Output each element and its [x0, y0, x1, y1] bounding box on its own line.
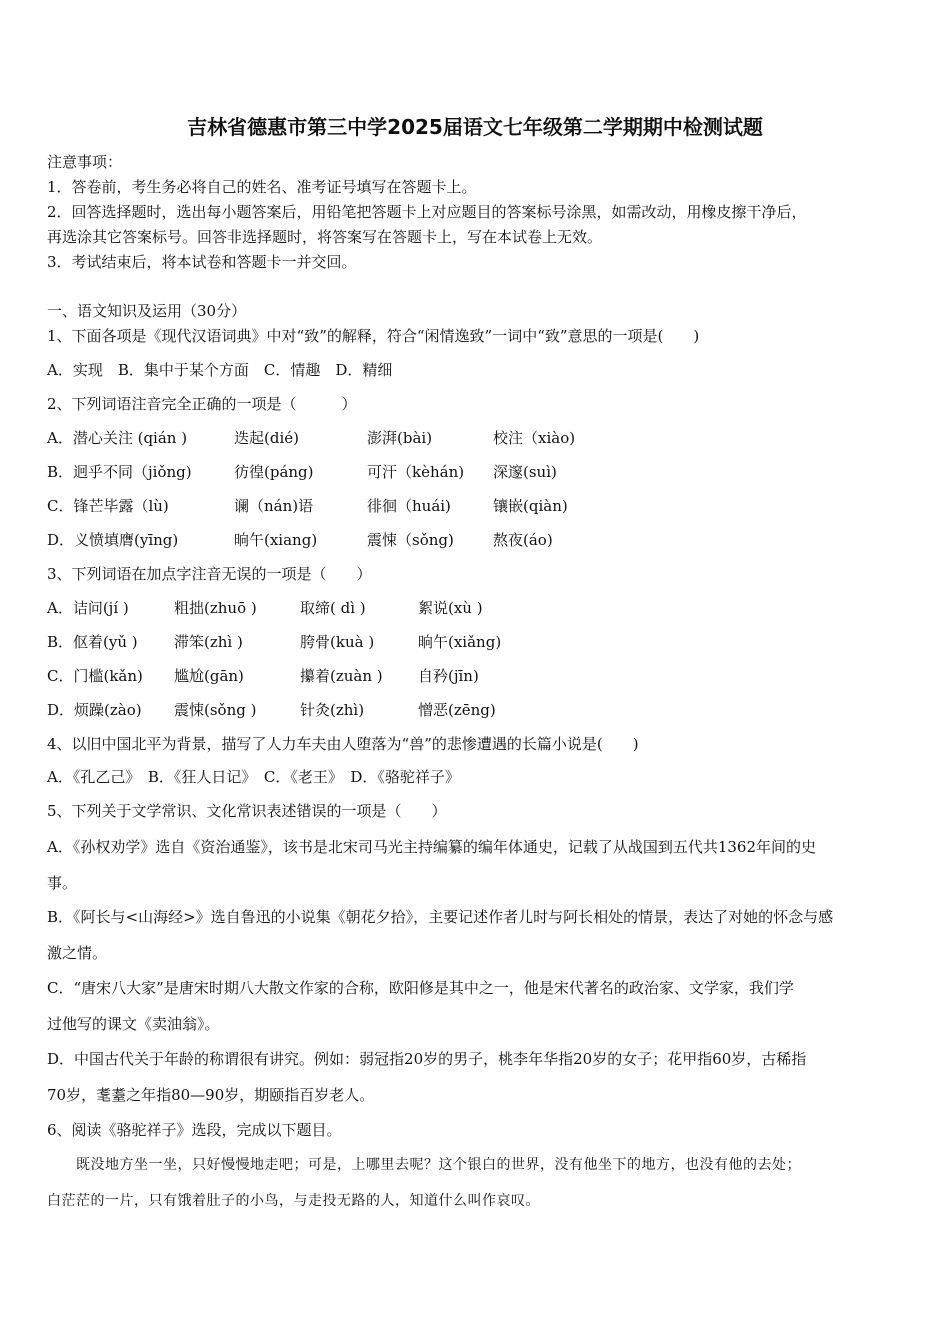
q1-options: A．实现 B．集中于某个方面 C．情趣 D．精细	[47, 361, 393, 379]
q3-b-3: 胯骨(kuà )	[300, 633, 375, 651]
q3-stem: 3、下列词语在加点字注音无误的一项是（ ）	[47, 565, 372, 583]
page-title: 吉林省德惠市第三中学2025届语文七年级第二学期期中检测试题	[187, 115, 763, 139]
q6-passage-line-2: 白茫茫的一片，只有饿着肚子的小鸟，与走投无路的人，知道什么叫作哀叹。	[47, 1193, 540, 1209]
q3-d-1: D．烦躁(zào)	[47, 701, 142, 719]
q2-a-2: 迭起(dié)	[234, 429, 299, 447]
q3-d-4: 憎恶(zēng)	[418, 701, 496, 719]
q2-b-3: 可汗（kèhán)	[367, 463, 465, 481]
q3-a-1: A．诘问(jí )	[47, 599, 129, 617]
notice-item-1: 1．答卷前，考生务必将自己的姓名、准考证号填写在答题卡上。	[47, 178, 477, 196]
q5-option-d-cont: 70岁，耄耋之年指80—90岁，期颐指百岁老人。	[47, 1086, 375, 1104]
q3-d-2: 震悚(sǒng )	[174, 701, 257, 719]
q1-stem: 1、下面各项是《现代汉语词典》中对“致”的解释，符合“闲情逸致”一词中“致”意思的一项是( )	[47, 327, 700, 345]
q2-d-3: 震悚（sǒng)	[367, 531, 454, 549]
q3-b-1: B．伛着(yǔ )	[47, 633, 138, 651]
q2-c-4: 镶嵌(qiàn)	[493, 497, 568, 515]
notice-item-3: 3．考试结束后，将本试卷和答题卡一并交回。	[47, 253, 357, 271]
q3-b-4: 晌午(xiǎng)	[418, 633, 502, 651]
q2-d-4: 熬夜(áo)	[493, 531, 553, 549]
q2-stem: 2、下列词语注音完全正确的一项是（ ）	[47, 395, 357, 413]
q5-option-c: C．“唐宋八大家”是唐宋时期八大散文作家的合称，欧阳修是其中之一，他是宋代著名的政治家、文学家，我们学	[47, 979, 794, 997]
q5-option-d: D．中国古代关于年龄的称谓很有讲究。例如：弱冠指20岁的男子，桃李年华指20岁的女子；花甲指60岁，古稀指	[47, 1050, 807, 1068]
q2-c-3: 徘徊（huái)	[367, 497, 451, 515]
q5-stem: 5、下列关于文学常识、文化常识表述错误的一项是（ ）	[47, 802, 447, 820]
q3-a-3: 取缔( dì )	[300, 599, 366, 617]
q6-passage-line-1: 既没地方坐一坐，只好慢慢地走吧；可是，上哪里去呢？这个银白的世界，没有他坐下的地方，也没有他的去处；	[47, 1157, 801, 1173]
q2-b-4: 深邃(suì)	[493, 463, 557, 481]
q5-option-a: A．《孙权劝学》选自《资治通鉴》，该书是北宋司马光主持编纂的编年体通史，记载了从战国到五代共1362年间的史	[47, 838, 817, 856]
q2-c-2: 谰（nán)语	[234, 497, 314, 515]
q4-stem: 4、以旧中国北平为背景，描写了人力车夫由人堕落为“兽”的悲惨遭遇的长篇小说是( )	[47, 735, 639, 753]
notice-heading: 注意事项：	[47, 153, 123, 171]
q2-d-1: D．义愤填膺(yīng)	[47, 531, 179, 549]
notice-item-2-cont: 再选涂其它答案标号。回答非选择题时，将答案写在答题卡上，写在本试卷上无效。	[47, 228, 603, 246]
q2-b-1: B．迥乎不同（jiǒng)	[47, 463, 192, 481]
q3-a-4: 絮说(xù )	[418, 599, 483, 617]
section-heading: 一、语文知识及运用（30分）	[47, 302, 247, 320]
q5-option-b: B．《阿长与<山海经>》选自鲁迅的小说集《朝花夕拾》，主要记述作者儿时与阿长相处的情景，表达了对她的怀念与感	[47, 908, 834, 926]
notice-item-2: 2．回答选择题时，选出每小题答案后，用铅笔把答题卡上对应题目的答案标号涂黑，如需改动，用橡皮擦干净后，	[47, 203, 807, 221]
q2-b-2: 彷徨(páng)	[234, 463, 314, 481]
q2-d-2: 晌午(xiang)	[234, 531, 318, 549]
q2-a-4: 校注（xiào)	[493, 429, 576, 447]
q5-option-b-cont: 激之情。	[47, 944, 108, 962]
q5-option-c-cont: 过他写的课文《卖油翁》。	[47, 1015, 220, 1033]
q3-c-2: 尴尬(gān)	[174, 667, 244, 685]
q3-a-2: 粗拙(zhuō )	[174, 599, 257, 617]
q2-a-1: A．潜心关注 (qián )	[47, 429, 188, 447]
q3-b-2: 滞笨(zhì )	[174, 633, 243, 651]
q3-c-4: 自矜(jīn)	[418, 667, 479, 685]
q6-stem: 6、阅读《骆驼祥子》选段，完成以下题目。	[47, 1121, 342, 1139]
q2-a-3: 澎湃(bài)	[367, 429, 433, 447]
q2-c-1: C．锋芒毕露（lù)	[47, 497, 169, 515]
q5-option-a-cont: 事。	[47, 874, 78, 892]
q3-d-3: 针灸(zhì)	[300, 701, 365, 719]
q4-options: A．《孔乙己》 B．《狂人日记》 C．《老王》 D．《骆驼祥子》	[47, 768, 460, 786]
q3-c-1: C．门槛(kǎn)	[47, 667, 143, 685]
q3-c-3: 攥着(zuàn )	[300, 667, 383, 685]
